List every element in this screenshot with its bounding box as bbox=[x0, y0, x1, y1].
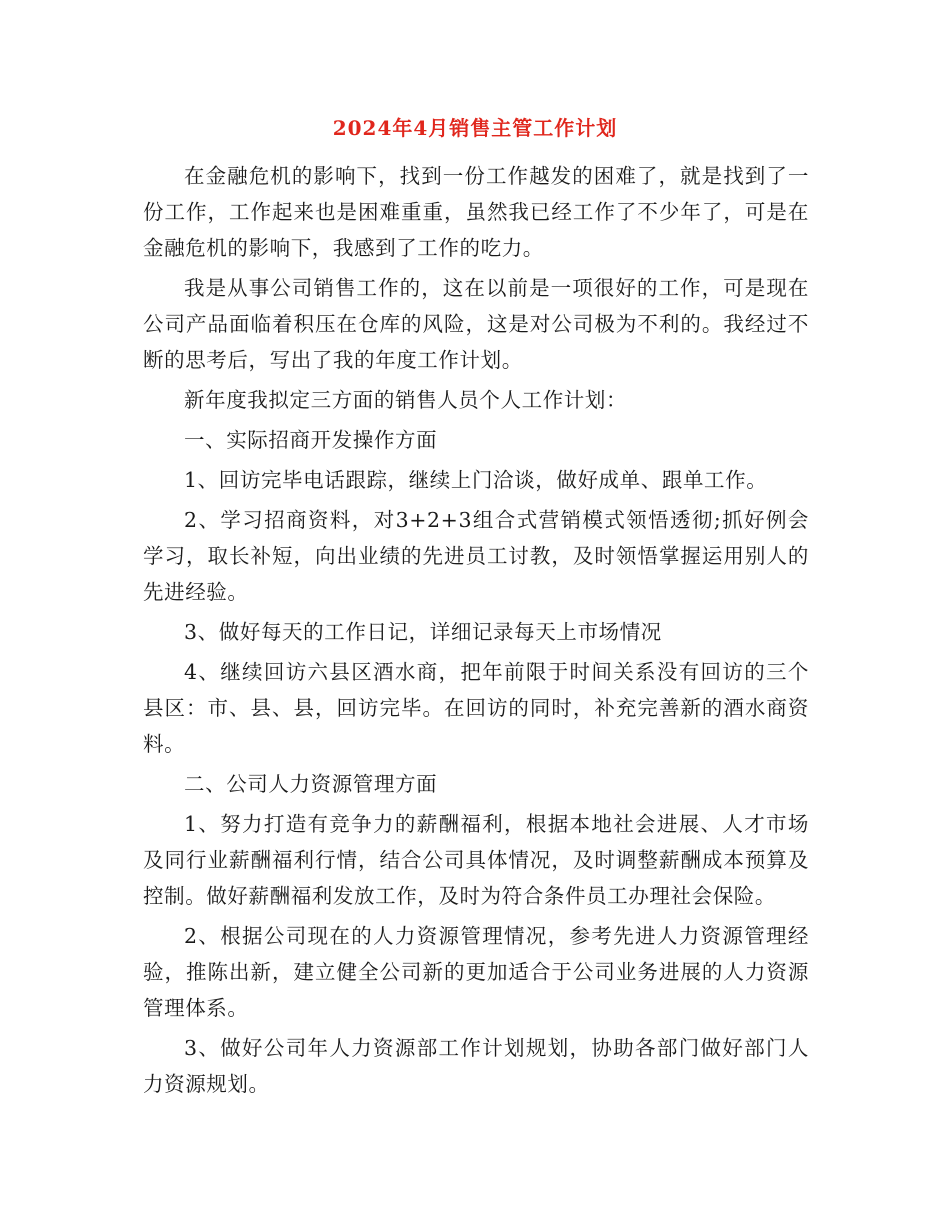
section-heading-1: 一、实际招商开发操作方面 bbox=[184, 428, 438, 452]
document-body bbox=[143, 158, 809, 1106]
list-item-1-3: 3、做好每天的工作日记，详细记录每天上市场情况 bbox=[184, 620, 662, 644]
document-title: 2024年4月销售主管工作计划 bbox=[332, 116, 618, 140]
list-item-2-3: 3、做好公司年人力资源部工作计划规划，协助各部门做好部门人力资源规划。 bbox=[143, 1036, 809, 1096]
list-item-2-1: 1、努力打造有竞争力的薪酬福利，根据本地社会进展、人才市场及同行业薪酬福利行情，结合公司具体情况，及时调整薪酬成本预算及控制。做好薪酬福利发放工作，及时为符合条件员工办理社会保险。 bbox=[143, 812, 809, 908]
list-item-1-2: 2、学习招商资料，对3+2+3组合式营销模式领悟透彻;抓好例会学习，取长补短，向出业绩的先进员工讨教，及时领悟掌握运用别人的先进经验。 bbox=[143, 508, 809, 604]
list-item-1-4: 4、继续回访六县区酒水商，把年前限于时间关系没有回访的三个县区：市、县、县，回访完毕。在回访的同时，补充完善新的酒水商资料。 bbox=[143, 660, 809, 756]
section-heading-2: 二、公司人力资源管理方面 bbox=[184, 772, 438, 796]
list-item-2-2: 2、根据公司现在的人力资源管理情况，参考先进人力资源管理经验，推陈出新，建立健全公司新的更加适合于公司业务进展的人力资源管理体系。 bbox=[143, 924, 809, 1020]
list-item-1-1: 1、回访完毕电话跟踪，继续上门洽谈，做好成单、跟单工作。 bbox=[184, 468, 768, 492]
paragraph-plan-summary: 新年度我拟定三方面的销售人员个人工作计划： bbox=[184, 388, 628, 412]
paragraph-intro-2: 我是从事公司销售工作的，这在以前是一项很好的工作，可是现在公司产品面临着积压在仓库的风险，这是对公司极为不利的。我经过不断的思考后，写出了我的年度工作计划。 bbox=[143, 276, 809, 372]
paragraph-intro-1: 在金融危机的影响下，找到一份工作越发的困难了，就是找到了一份工作，工作起来也是困难重重，虽然我已经工作了不少年了，可是在金融危机的影响下，我感到了工作的吃力。 bbox=[143, 164, 809, 260]
